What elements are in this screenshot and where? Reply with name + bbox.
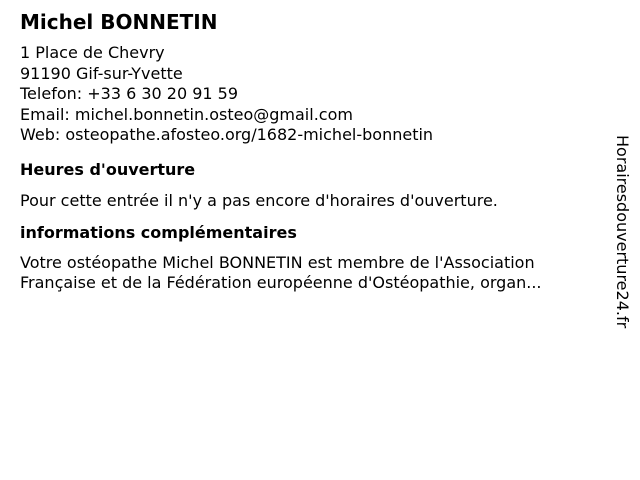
additional-info-line: Votre ostéopathe Michel BONNETIN est membre de l'Association bbox=[20, 252, 535, 272]
phone-number: Telefon: +33 6 30 20 91 59 bbox=[20, 84, 239, 104]
additional-info-line: Française et de la Fédération européenne d'Ostéopathie, organ... bbox=[20, 273, 542, 293]
contact-block bbox=[20, 43, 610, 146]
opening-hours-heading: Heures d'ouverture bbox=[20, 159, 196, 179]
additional-info-text bbox=[20, 253, 610, 294]
address-street: 1 Place de Chevry bbox=[20, 43, 165, 62]
opening-hours-text: Pour cette entrée il n'y a pas encore d'horaires d'ouverture. bbox=[20, 190, 498, 210]
additional-info-heading: informations complémentaires bbox=[20, 222, 297, 242]
business-card bbox=[20, 8, 610, 294]
site-watermark: Horairesdouverture24.fr bbox=[613, 135, 632, 329]
website-address: Web: osteopathe.afosteo.org/1682-michel-bonnetin bbox=[20, 125, 434, 145]
business-name: Michel BONNETIN bbox=[20, 10, 218, 34]
email-address: Email: michel.bonnetin.osteo@gmail.com bbox=[20, 104, 353, 124]
address-city: 91190 Gif-sur-Yvette bbox=[20, 63, 183, 83]
